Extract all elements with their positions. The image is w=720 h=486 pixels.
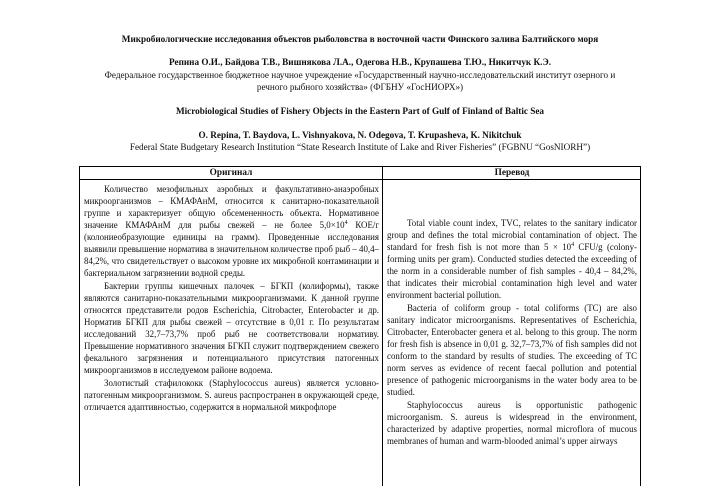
header-divider	[80, 179, 640, 180]
affiliation-ru-line1: Федеральное государственное бюджетное научное учреждение «Государственный научно-исследовательский институт озерного и	[104, 70, 616, 80]
affiliation-en: Federal State Budgetary Research Institution “State Research Institute of Lake and River Fisheries” (FGBNU “GosNIORH”)	[129, 142, 591, 152]
translation-paragraph-1: Total viable count index, TVC, relates to the sanitary indicator group and defines the total microbial contamination of object. The standard for fresh fish is not more than $5 \times 10^4$ CFU/g (colony-forming units per gram). Conducted studies detected the exceeding of the norm in a considerable number of fish samples - 40,4 – 84,2%, that indicates their microbial contamination high level and water environment bacterial pollution.	[387, 218, 637, 300]
original-text-column	[84, 183, 379, 481]
translation-paragraph-3: Staphylococcus aureus is opportunistic pathogenic microorganism. S. aureus is widespread in the environment, characterized by adaptive properties, normal microflora of mucous membranes of human and warm-blooded animal’s upper airways	[387, 400, 637, 446]
title-ru: Микробиологические исследования объектов рыболовства в восточной части Финского залива Балтийского моря	[121, 34, 599, 44]
affiliation-ru-line2: речного рыбного хозяйства» (ФГБНУ «ГосНИОРХ»)	[256, 82, 464, 92]
column-header-translation: Перевод	[494, 168, 530, 178]
translation-table	[79, 166, 641, 486]
original-paragraph-1: Количество мезофильных аэробных и факультативно-анаэробных микроорганизмов – КМАФАнМ, относится к санитарно-показательной группе и характеризует общую обсемененность объекта. Нормативное значение КМАФАнМ для рыбы свежей – не более $5,0\times 10^4$ КОЕ/г (колониеобразующие единицы на грамм). Проведенные исследования выявили превышение норматива в значительном количестве проб рыб – 40,4–84,2%, что свидетельствует о высоком уровне их микробной контаминации и бактериальном загрязнении водной среды.	[84, 184, 379, 278]
translation-paragraph-2: Bacteria of coliform group - total coliforms (TC) are also sanitary indicator microorganisms. Representatives of Escherichia, Citrobacter, Enterobacter genera et al. belong to this group. The norm for fresh fish is absence in 0,01 g. 32,7–73,7% of fish samples did not conform to the standard by results of studies. The exceeding of TC norm serves as evidence of recent faecal pollution and potential presence of pathogenic microorganisms in the water body area to be studied.	[387, 303, 637, 397]
authors-en: O. Repina, T. Baydova, L. Vishnyakova, N. Odegova, T. Krupasheva, K. Nikitchuk	[198, 130, 522, 140]
original-paragraph-2: Бактерии группы кишечных палочек – БГКП (колиформы), также являются санитарно-показательными микроорганизмами. К данной группе относятся представители родов Escherichia, Citrobacter, Enterobacter и др. Норматив БГКП для рыбы свежей – отсутствие в 0,01 г. По результатам исследований 32,7–73,7% проб рыб не соответствовали нормативу. Превышение нормативного значения БГКП служит подтверждением свежего фекального загрязнения и потенциального присутствия патогенных микроорганизмов в исследуемом районе водоема.	[84, 281, 379, 375]
column-header-original: Оригинал	[209, 168, 253, 178]
title-en: Microbiological Studies of Fishery Objects in the Eastern Part of Gulf of Finland of Baltic Sea	[175, 106, 545, 116]
authors-ru: Репина О.И., Байдова Т.В., Вишнякова Л.А., Одегова Н.В., Крупашева Т.Ю., Никитчук К.Э.	[169, 57, 551, 67]
original-paragraph-3: Золотистый стафилококк (Staphylococcus aureus) является условно-патогенным микроорганизмом. S. aureus распространен в окружающей среде, отличается адаптивностью, содержится в нормальной микрофлоре	[84, 378, 379, 412]
column-divider	[382, 167, 383, 486]
translation-text-column	[387, 217, 637, 481]
